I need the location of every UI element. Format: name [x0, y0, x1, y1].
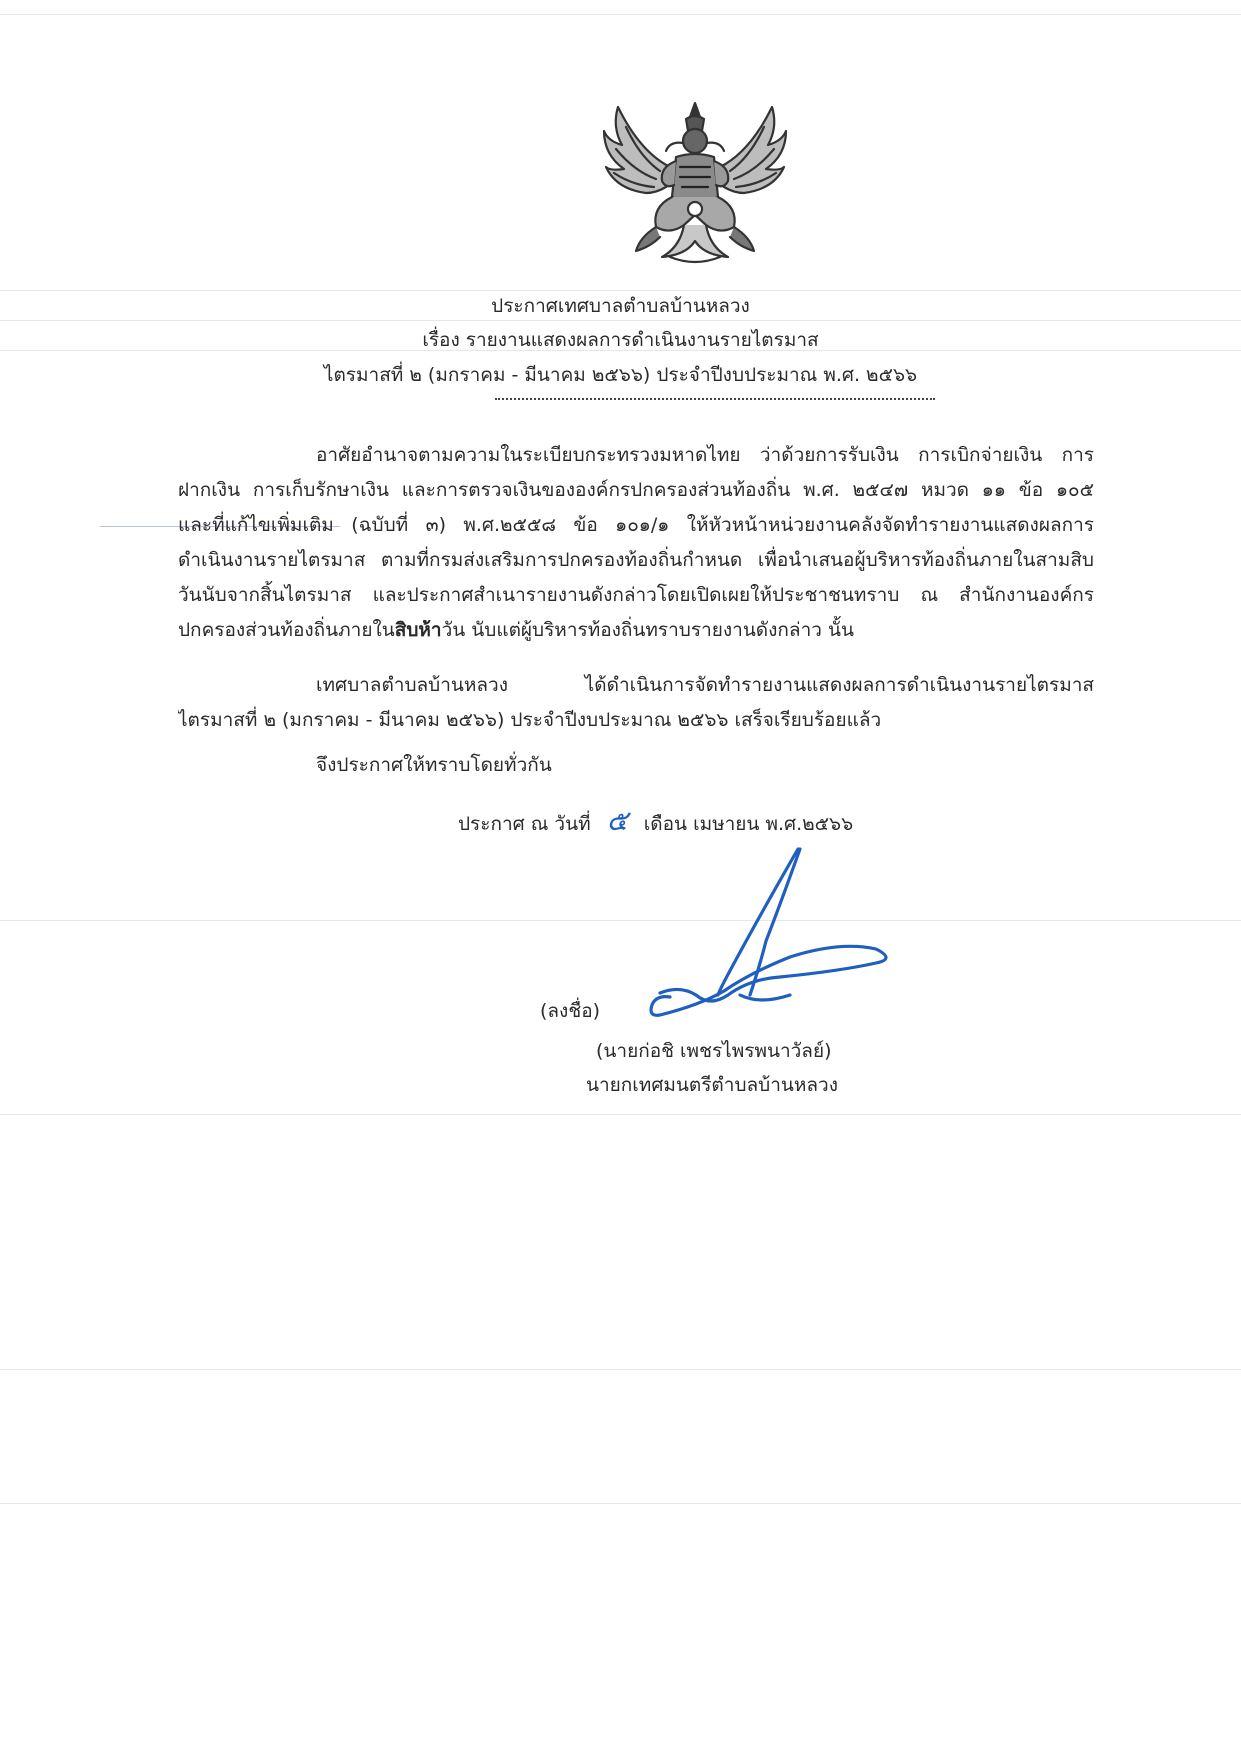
date-prefix: ประกาศ ณ วันที่	[458, 813, 591, 835]
paragraph-1-line: และที่แก้ไขเพิ่มเติม (ฉบับที่ ๓) พ.ศ.๒๕๕๘ ข้อ ๑๐๑/๑ ให้หัวหน้าหน่วยงานคลังจัดทำรายงานแสดงผลการ	[178, 514, 1094, 536]
paragraph-1-bold-term: สิบห้า	[394, 619, 442, 641]
paragraph-1	[178, 438, 1094, 648]
quarter-line: ไตรมาสที่ ๒ (มกราคม - มีนาคม ๒๕๖๖) ประจำปีงบประมาณ พ.ศ. ๒๕๖๖	[323, 364, 918, 386]
handwritten-signature	[640, 845, 900, 1035]
scan-artifact	[0, 290, 1241, 291]
signature-label: (ลงชื่อ)	[540, 1000, 601, 1022]
paragraph-2-line: เทศบาลตำบลบ้านหลวง ได้ดำเนินการจัดทำรายงานแสดงผลการดำเนินงานรายไตรมาส	[316, 674, 1094, 696]
subject-line: เรื่อง รายงานแสดงผลการดำเนินงานรายไตรมาส	[422, 329, 819, 351]
date-line	[458, 804, 854, 837]
dotted-separator	[495, 398, 935, 400]
date-suffix: เดือน เมษายน พ.ศ.๒๕๖๖	[643, 813, 854, 835]
scan-artifact	[0, 14, 1241, 15]
scan-artifact	[0, 1503, 1241, 1504]
paragraph-1-last-prefix: ปกครองส่วนท้องถิ่นภายใน	[178, 619, 395, 641]
signatory-position: นายกเทศมนตรีตำบลบ้านหลวง	[586, 1074, 838, 1096]
paragraph-1-line: ดำเนินงานรายไตรมาส ตามที่กรมส่งเสริมการปกครองท้องถิ่นกำหนด เพื่อนำเสนอผู้บริหารท้องถิ่นภายในสามสิบ	[178, 549, 1094, 571]
paragraph-1-line: วันนับจากสิ้นไตรมาส และประกาศสำเนารายงานดังกล่าวโดยเปิดเผยให้ประชาชนทราบ ณ สำนักงานองค์กร	[178, 584, 1094, 606]
paragraph-2	[178, 668, 1094, 738]
scan-artifact	[0, 1369, 1241, 1370]
paragraph-2-line: ไตรมาสที่ ๒ (มกราคม - มีนาคม ๒๕๖๖) ประจำปีงบประมาณ ๒๕๖๖ เสร็จเรียบร้อยแล้ว	[178, 709, 882, 731]
paragraph-1-last-line	[178, 613, 1094, 648]
paragraph-1-last-suffix: วัน นับแต่ผู้บริหารท้องถิ่นทราบรายงานดังกล่าว นั้น	[441, 619, 854, 641]
scan-artifact	[0, 920, 1241, 921]
garuda-emblem-icon	[600, 97, 790, 275]
scan-artifact	[0, 1114, 1241, 1115]
paragraph-1-line: ฝากเงิน การเก็บรักษาเงิน และการตรวจเงินขององค์กรปกครองส่วนท้องถิ่น พ.ศ. ๒๕๔๗ หมวด ๑๑ ข้อ ๑๐๕	[178, 479, 1094, 501]
signatory-name: (นายก่อชิ เพชรไพรพนาวัลย์)	[596, 1040, 832, 1062]
date-day: ๕	[606, 804, 628, 837]
paragraph-1-line: อาศัยอำนาจตามความในระเบียบกระทรวงมหาดไทย ว่าด้วยการรับเงิน การเบิกจ่ายเงิน การ	[316, 444, 1094, 466]
scan-artifact	[0, 320, 1241, 321]
closing-statement: จึงประกาศให้ทราบโดยทั่วกัน	[316, 754, 552, 776]
announcement-title: ประกาศเทศบาลตำบลบ้านหลวง	[491, 295, 750, 317]
